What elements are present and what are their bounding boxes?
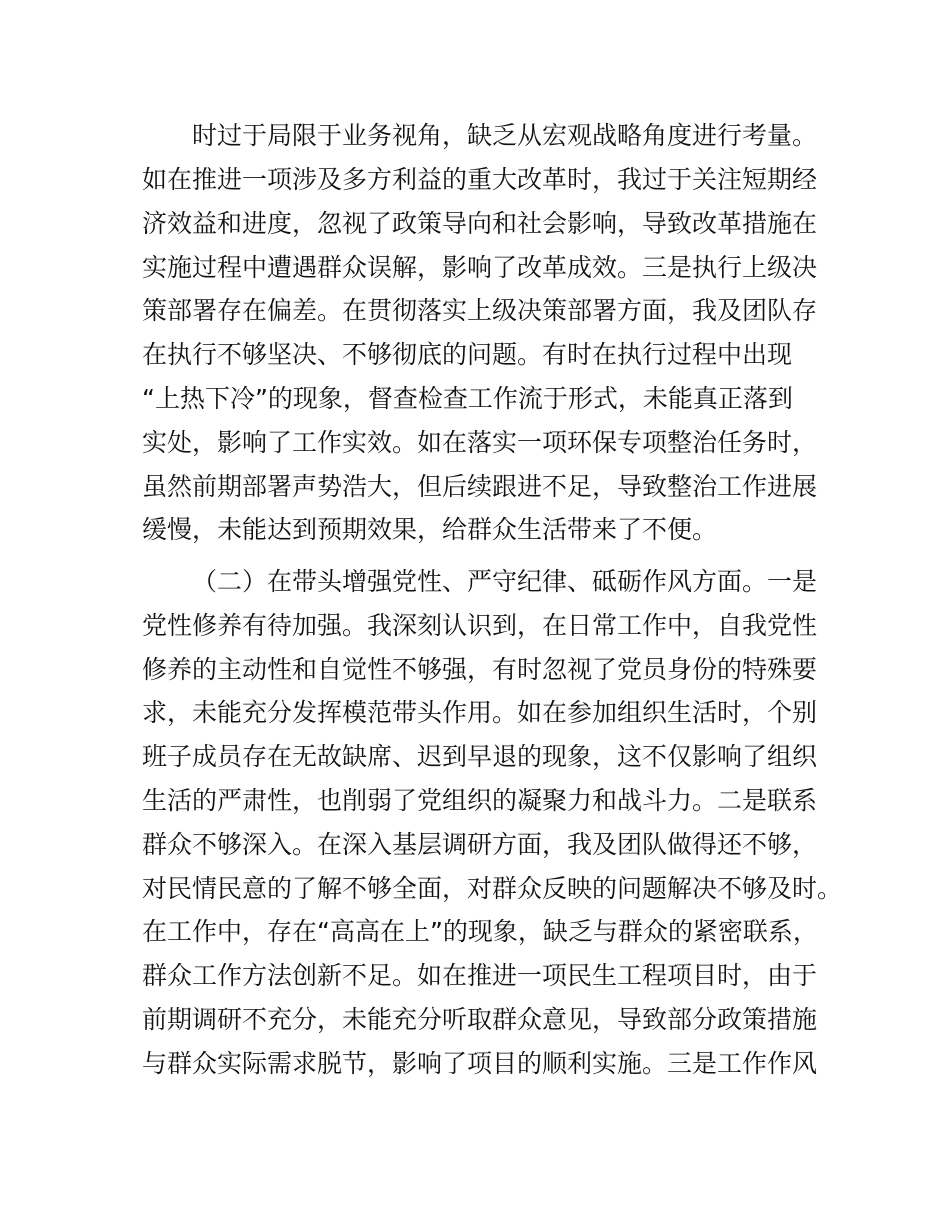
text-line: （二）在带头增强党性、严守纪律、砥砺作风方面。一是 xyxy=(192,567,818,596)
text-line: 班子成员存在无故缺席、迟到早退的现象，这不仅影响了组织 xyxy=(142,742,818,771)
text-line: 党性修养有待加强。我深刻认识到，在日常工作中，自我党性 xyxy=(142,611,818,640)
text-line: 群众工作方法创新不足。如在推进一项民生工程项目时，由于 xyxy=(142,961,818,990)
text-line: 时过于局限于业务视角，缺乏从宏观战略角度进行考量。 xyxy=(192,121,818,150)
text-line: 对民情民意的了解不够全面，对群众反映的问题解决不够及时。 xyxy=(142,874,843,903)
text-line: 与群众实际需求脱节，影响了项目的顺利实施。三是工作作风 xyxy=(142,1049,818,1078)
text-line: 求，未能充分发挥模范带头作用。如在参加组织生活时，个别 xyxy=(142,698,818,727)
text-line: “上热下冷”的现象，督查检查工作流于形式，未能真正落到 xyxy=(142,384,793,413)
text-line: 在执行不够坚决、不够彻底的问题。有时在执行过程中出现 xyxy=(142,340,793,369)
text-line: 济效益和进度，忽视了政策导向和社会影响，导致改革措施在 xyxy=(142,209,818,238)
text-line: 前期调研不充分，未能充分听取群众意见，导致部分政策措施 xyxy=(142,1005,818,1034)
text-line: 群众不够深入。在深入基层调研方面，我及团队做得还不够， xyxy=(142,830,818,859)
text-line: 实施过程中遭遇群众误解，影响了改革成效。三是执行上级决 xyxy=(142,253,818,282)
text-line: 在工作中，存在“高高在上”的现象，缺乏与群众的紧密联系， xyxy=(142,917,818,946)
text-line: 修养的主动性和自觉性不够强，有时忽视了党员身份的特殊要 xyxy=(142,655,818,684)
text-line: 缓慢，未能达到预期效果，给群众生活带来了不便。 xyxy=(142,515,718,544)
text-line: 如在推进一项涉及多方利益的重大改革时，我过于关注短期经 xyxy=(142,165,818,194)
text-line: 实处，影响了工作实效。如在落实一项环保专项整治任务时， xyxy=(142,428,818,457)
text-line: 策部署存在偏差。在贯彻落实上级决策部署方面，我及团队存 xyxy=(142,296,818,325)
text-line: 生活的严肃性，也削弱了党组织的凝聚力和战斗力。二是联系 xyxy=(142,786,818,815)
text-line: 虽然前期部署声势浩大，但后续跟进不足，导致整治工作进展 xyxy=(142,472,818,501)
